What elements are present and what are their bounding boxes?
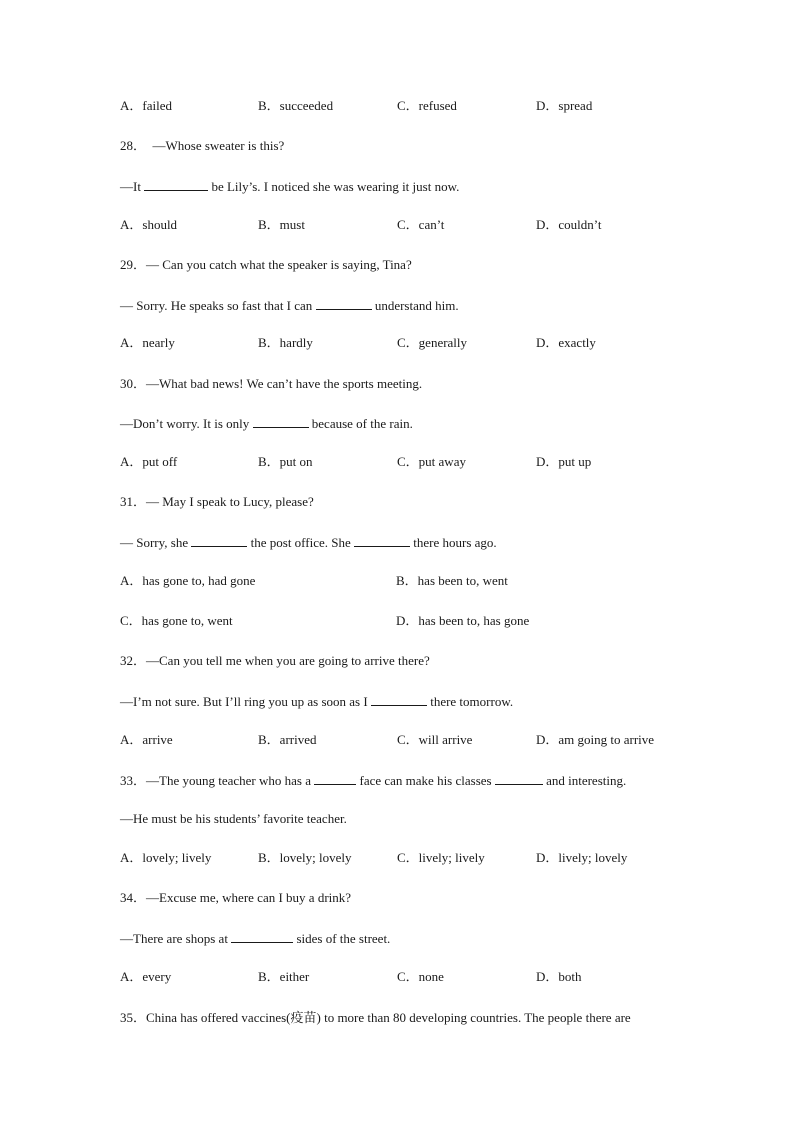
answer-blank[interactable] (253, 415, 309, 428)
option-b[interactable]: B．put on (258, 454, 313, 469)
option-b[interactable]: B．either (258, 969, 310, 984)
question-31-stem: 31．— May I speak to Lucy, please? (120, 494, 314, 509)
option-a[interactable]: A．every (120, 969, 172, 984)
option-a[interactable]: A．nearly (120, 335, 175, 350)
option-b[interactable]: B．has been to, went (396, 573, 508, 588)
option-c[interactable]: C．lively; lively (397, 850, 485, 865)
question-33-stem (120, 772, 626, 789)
answer-blank[interactable] (314, 772, 356, 785)
text-segment: 33．—The young teacher who has a (120, 773, 315, 788)
question-31-line (120, 534, 497, 551)
question-34-stem: 34．—Excuse me, where can I buy a drink? (120, 890, 352, 905)
text-segment: because of the rain. (308, 416, 413, 431)
option-b[interactable]: B．must (258, 217, 305, 232)
answer-blank[interactable] (354, 534, 410, 547)
option-d[interactable]: D．am going to arrive (536, 732, 655, 747)
answer-blank[interactable] (371, 693, 427, 706)
question-28-line (120, 178, 459, 195)
question-30-stem: 30．—What bad news! We can’t have the sports meeting. (120, 376, 423, 391)
option-c[interactable]: C．none (397, 969, 444, 984)
text-segment: —I’m not sure. But I’ll ring you up as soon as I (120, 694, 371, 709)
option-a[interactable]: A．put off (120, 454, 178, 469)
option-c[interactable]: C．generally (397, 335, 468, 350)
option-d[interactable]: D．exactly (536, 335, 596, 350)
question-29-line (120, 297, 459, 314)
text-segment: and interesting. (542, 773, 627, 788)
option-d[interactable]: D．has been to, has gone (396, 613, 530, 628)
answer-blank[interactable] (495, 772, 543, 785)
text-segment: understand him. (371, 298, 459, 313)
option-a[interactable]: A．failed (120, 98, 172, 113)
option-c[interactable]: C．put away (397, 454, 466, 469)
question-34-line (120, 930, 390, 947)
option-d[interactable]: D．put up (536, 454, 592, 469)
option-b[interactable]: B．lovely; lovely (258, 850, 352, 865)
answer-blank[interactable] (191, 534, 247, 547)
option-c[interactable]: C．refused (397, 98, 457, 113)
option-a[interactable]: A．lovely; lively (120, 850, 212, 865)
question-30-line (120, 415, 413, 432)
option-d[interactable]: D．both (536, 969, 582, 984)
text-segment: — Sorry, she (120, 535, 192, 550)
question-32-line (120, 693, 513, 710)
answer-blank[interactable] (144, 178, 208, 191)
text-segment: face can make his classes (356, 773, 495, 788)
option-a[interactable]: A．should (120, 217, 178, 232)
text-segment: there hours ago. (410, 535, 497, 550)
option-c[interactable]: C．will arrive (397, 732, 473, 747)
text-segment: —Don’t worry. It is only (120, 416, 253, 431)
text-segment: sides of the street. (293, 931, 391, 946)
text-segment: the post office. She (247, 535, 355, 550)
question-35-stem: 35．China has offered vaccines(疫苗) to more than 80 developing countries. The people there are (120, 1010, 631, 1025)
question-33-line: —He must be his students’ favorite teacher. (120, 811, 347, 826)
question-32-stem: 32．—Can you tell me when you are going to arrive there? (120, 653, 430, 668)
text-segment: —It (120, 179, 145, 194)
option-d[interactable]: D．couldn’t (536, 217, 602, 232)
answer-blank[interactable] (316, 297, 372, 310)
answer-blank[interactable] (231, 930, 293, 943)
text-segment: there tomorrow. (426, 694, 514, 709)
text-segment: — Sorry. He speaks so fast that I can (120, 298, 316, 313)
option-b[interactable]: B．arrived (258, 732, 317, 747)
option-c[interactable]: C．has gone to, went (120, 613, 233, 628)
option-b[interactable]: B．succeeded (258, 98, 334, 113)
option-a[interactable]: A．has gone to, had gone (120, 573, 256, 588)
option-d[interactable]: D．lively; lovely (536, 850, 628, 865)
option-b[interactable]: B．hardly (258, 335, 313, 350)
text-segment: be Lily’s. I noticed she was wearing it just now. (208, 179, 460, 194)
text-segment: —There are shops at (120, 931, 232, 946)
question-29-stem: 29．— Can you catch what the speaker is saying, Tina? (120, 257, 412, 272)
question-28-stem: 28． —Whose sweater is this? (120, 138, 285, 153)
option-c[interactable]: C．can’t (397, 217, 445, 232)
option-a[interactable]: A．arrive (120, 732, 173, 747)
option-d[interactable]: D．spread (536, 98, 593, 113)
